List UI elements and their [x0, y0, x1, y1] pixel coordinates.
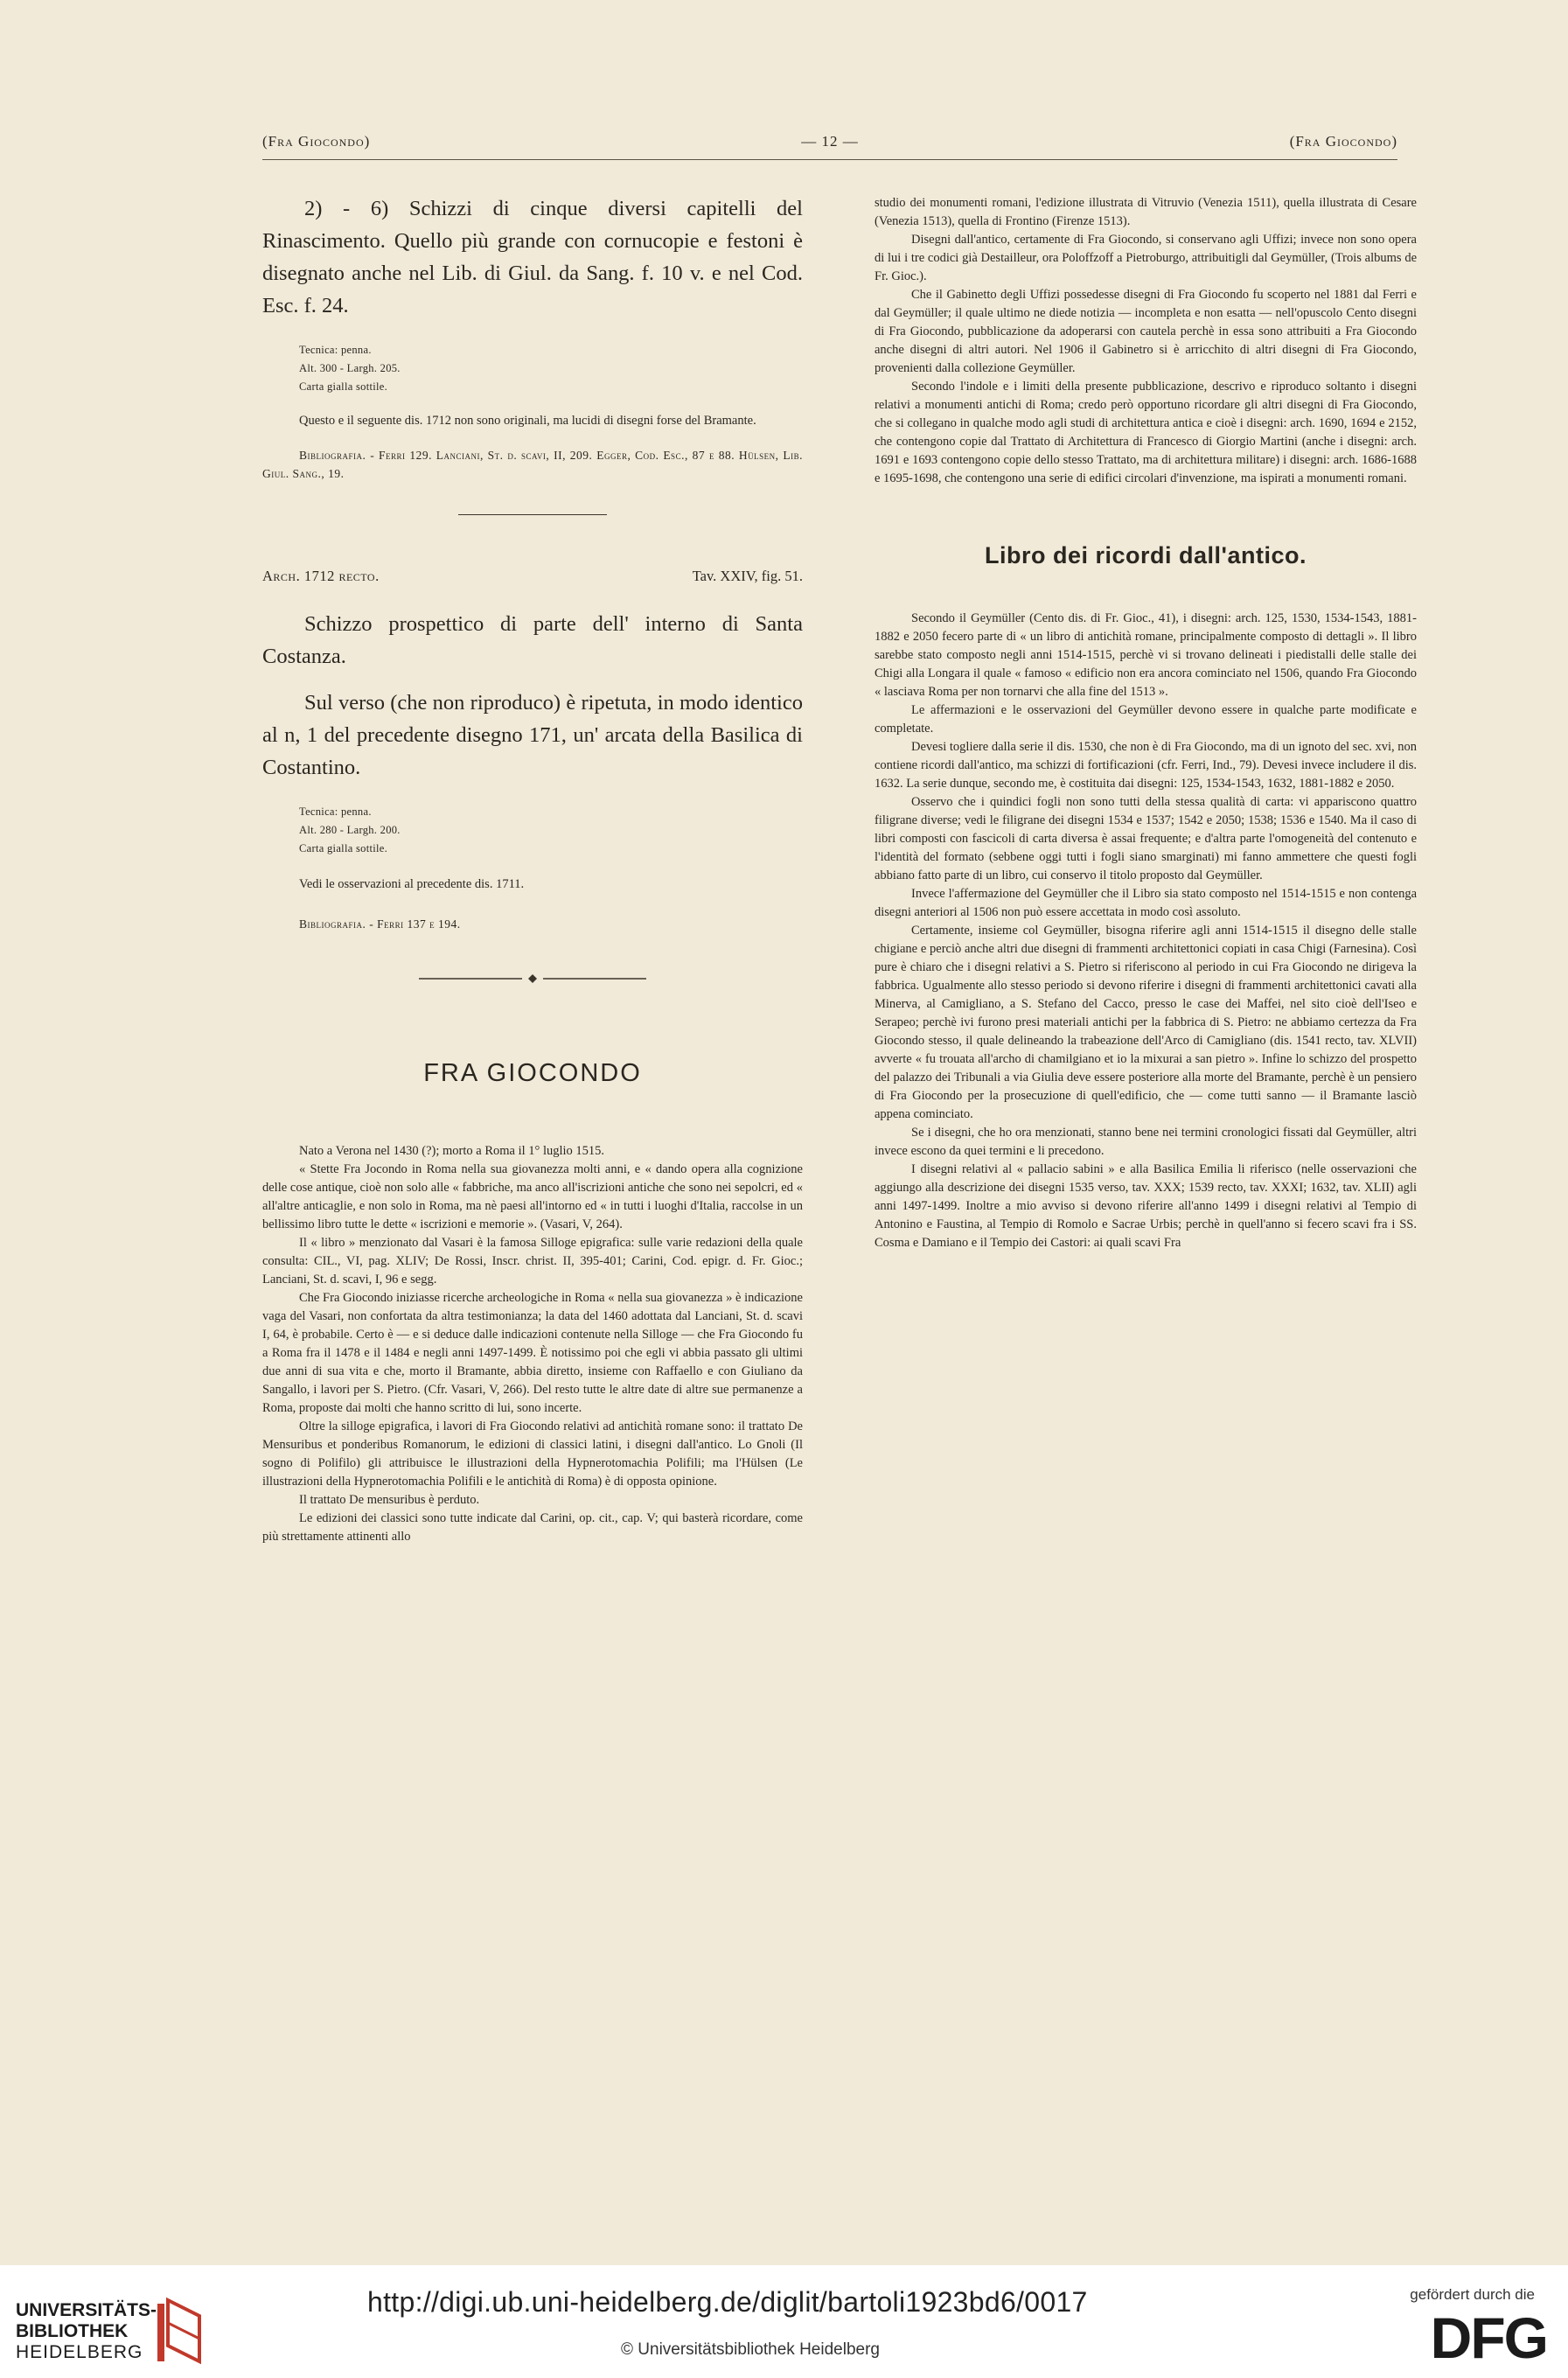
running-header	[262, 129, 1397, 160]
entry-description: 2) - 6) Schizzi di cinque diversi capitelli del Rinascimento. Quello più grande con cornucopie e festoni è disegnato anche nel Lib. di Giul. da Sang. f. 10 v. e nel Cod. Esc. f. 24.	[262, 197, 803, 317]
body-paragraph: I disegni relativi al « pallacio sabini » e alla Basilica Emilia li riferisco (nelle osservazioni che aggiungo alla descrizione dei disegni 1535 verso, tav. XXX; 1539 recto, tav. XXXI; 1632, tav. XLII) agli anni 1497-1499. Inoltre a mio avviso si devono riferire all'anno 1499 i disegni relativi al Tempio di Antonino e Faustina, al Tempio di Romolo e Sacrae Urbis; perchè in quell'anno si fecero scavi fra i SS. Cosma e Damiano e il Tempio dei Castori: ai quali scavi Fra	[875, 1162, 1417, 1250]
entry-description: Schizzo prospettico di parte dell' interno di Santa Costanza.	[262, 612, 803, 668]
body-paragraph: Le affermazioni e le osservazioni del Geymüller devono essere in qualche parte modificate e completate.	[875, 703, 1417, 736]
vasari-quote: « Stette Fra Jocondo in Roma nella sua giovanezza molti anni, e « dando opera alla cognizione delle cose antique, cioè non solo alle « fabbriche, ma anco all'iscrizioni antiche che sono nei sepolcri, ed « all'altre anticaglie, e non solo in Roma, ma nè paesi all'intorno ed « in tutti i luoghi d'Italia, raccolse in un bellissimo libro tutte le dette « iscrizioni e memorie ». (Vasari, V, 264).	[262, 1162, 803, 1231]
body-paragraph: Che Fra Giocondo iniziasse ricerche archeologiche in Roma « nella sua giovanezza » è indicazione vaga del Vasari, non confortata da altra testimonianza; la data del 1460 adottata dal Lanciani, St. d. scavi I, 64, è probabile. Certo è — e si deduce dalle indicazioni contenute nella Silloge — che Fra Giocondo fu a Roma fra il 1478 e il 1484 e negli anni 1497-1499. È notissimo poi che egli vi abbia passato gli ultimi due anni di sua vita e che, morto il Bramante, abbia diretto, insieme con Raffaello e con Giuliano da Sangallo, i lavori per S. Pietro. (Cfr. Vasari, V, 266). Del resto tutte le altre date di altre sue permanenze a Roma, proposte dai molti che hanno scritto di lui, sono incerte.	[262, 1291, 803, 1415]
technique-line: Tecnica: penna.	[299, 805, 372, 818]
library-logo-icon	[156, 2297, 205, 2365]
body-paragraph: Osservo che i quindici fogli non sono tutti della stessa qualità di carta: vi appariscono quattro filigrane diverse; vedi le filigrane dei disegni 1534 e 1537; 1542 e 2050; 1538; 1536 e 1540. Ma il caso di libri composti con fascicoli di carta diversa è assai frequente; e d'altra parte l'omogeneità del contenuto e l'identità del formato (sebbene oggi tutti i fogli siano smarginati) mi fanno ammettere che questi fogli abbiano fatto parte di un libro, cui conservo il titolo proposto dal Geymüller.	[875, 795, 1417, 882]
library-logo-text	[16, 2300, 157, 2363]
paper-line: Carta gialla sottile.	[299, 380, 388, 393]
bibliography: Bibliografia. - Ferri 129. Lanciani, St. d. scavi, II, 209. Egger, Cod. Esc., 87 e 88. Hülsen, Lib. Giul. Sang., 19.	[262, 449, 803, 480]
body-paragraph: studio dei monumenti romani, l'edizione illustrata di Vitruvio (Venezia 1511), quella illustrata di Cesare (Venezia 1513), quella di Frontino (Firenze 1513).	[875, 196, 1417, 228]
dfg-logo: DFG	[1430, 2305, 1547, 2370]
entry-number: Arch. 1712 recto.	[262, 568, 380, 584]
permalink-url[interactable]: http://digi.ub.uni-heidelberg.de/diglit/bartoli1923bd6/0017	[367, 2286, 1088, 2318]
note-paragraph: Questo e il seguente dis. 1712 non sono originali, ma lucidi di disegni forse del Bramante.	[299, 414, 756, 428]
body-paragraph: Certamente, insieme col Geymüller, bisogna riferire agli anni 1514-1515 il disegno delle stalle chigiane e perciò anche altri due disegni di frammenti architettonici copiati in casa Chigi (Farnesina). Così pure è chiaro che i disegni relativi a S. Pietro si riferiscono al periodo in cui Fra Giocondo ne dirigeva la fabbrica. Ugualmente allo stesso periodo si devono riferire i disegni di frammenti architettonici cavati alla Minerva, al Camigliano, a S. Stefano del Cacco, presso le case dei Maffei, nel sito cioè dell'Iseo e Serapeo; perchè ivi furono presi materiali antichi per la fabbrica di S. Pietro: ne abbiamo certezza da Fra Giocondo stesso, il quale delineando la trabeazione dell'Arco di Camigliano (dis. 1541 recto, tav. XLVII) avverte « fu trouata all'archo di chamilgiano et io la mixurai a san pietro ». Infine lo schizzo del prospetto del palazzo dei Tribunali a via Giulia deve essere posteriore alla morte del Bramante, perchè è un pensiero di Fra Giocondo per la prosecuzione di quell'edificio, che — come tutti sanno — il Bramante lasciò appena cominciato.	[875, 924, 1417, 1121]
body-paragraph: Il trattato De mensuribus è perduto.	[299, 1493, 480, 1507]
body-paragraph: Devesi togliere dalla serie il dis. 1530, che non è di Fra Giocondo, ma di un ignoto del sec. xvi, non contiene ricordi dall'antico, ma schizzi di fortificazioni (cfr. Ferri, Ind., 79). Devesi invece includere il dis. 1632. La serie dunque, secondo me, è costituita dai disegni: 125, 1534-1543, 1632, 1881-1882 e 2050.	[875, 740, 1417, 791]
footer-bar	[0, 2265, 1568, 2378]
header-left: (Fra Giocondo)	[262, 133, 371, 150]
logo-line: BIBLIOTHEK	[16, 2321, 129, 2341]
dimensions-line: Alt. 300 - Largh. 205.	[299, 362, 401, 374]
note-paragraph: Vedi le osservazioni al precedente dis. 1711.	[299, 877, 525, 891]
body-paragraph: Le edizioni dei classici sono tutte indicate dal Carini, op. cit., cap. V; qui basterà ricordare, come più strettamente attinenti allo	[262, 1511, 803, 1544]
section-title: Libro dei ricordi dall'antico.	[985, 542, 1307, 568]
right-column	[875, 194, 1417, 1252]
ornamental-divider	[419, 973, 646, 984]
entry-heading	[262, 568, 803, 590]
body-paragraph: Oltre la silloge epigrafica, i lavori di Fra Giocondo relativi ad antichità romane sono: il trattato De Mensuribus et ponderibus Romanorum, le edizioni di classici latini, i disegni dall'antico. Lo Gnoli (Il sogno di Polifilo) gli attribuisce le illustrazioni della Hypnerotomachia Polifili; ma l'Hülsen (Le illustrazioni della Hypnerotomachia Polifili e le antichità di Roma) è di opposta opinione.	[262, 1419, 803, 1489]
funding-label: gefördert durch die	[1410, 2286, 1535, 2303]
body-paragraph: Il « libro » menzionato dal Vasari è la famosa Silloge epigrafica: sulle varie redazioni della quale consulta: CIL., VI, pag. XLIV; De Rossi, Inscr. christ. II, 395-401; Carini, Cod. epigr. d. Fr. Gioc.; Lanciani, St. d. scavi, I, 96 e segg.	[262, 1236, 803, 1287]
left-column	[262, 192, 803, 1546]
logo-line: HEIDELBERG	[16, 2342, 143, 2362]
technique-line: Tecnica: penna.	[299, 344, 372, 356]
body-paragraph: Invece l'affermazione del Geymüller che il Libro sia stato composto nel 1514-1515 e non contenga disegni anteriori al 1506 non può essere accettata in modo così assoluto.	[875, 887, 1417, 919]
plate-reference: Tav. XXIV, fig. 51.	[692, 568, 803, 584]
body-paragraph: Secondo il Geymüller (Cento dis. di Fr. Gioc., 41), i disegni: arch. 125, 1530, 1534-1543, 1881-1882 e 2050 fecero parte di « un libro di antichità romane, principalmente composto di dettagli ». Il libro sarebbe stato composto negli anni 1514-1515, perchè vi si trovano delineati i piedistalli delle stalle dei Chigi alla Longara il quale « famoso « edificio non era ancora cominciato nel 1506, quando Fra Giocondo « lasciava Roma per non tornarvi che alla fine del 1513 ».	[875, 611, 1417, 699]
copyright-notice: © Universitätsbibliothek Heidelberg	[621, 2340, 880, 2359]
dimensions-line: Alt. 280 - Largh. 200.	[299, 824, 401, 836]
logo-line: UNIVERSITÄTS-	[16, 2300, 157, 2320]
body-paragraph: Che il Gabinetto degli Uffizi possedesse disegni di Fra Giocondo fu scoperto nel 1881 dal Ferri e dal Geymüller; il quale ultimo ne diede notizia — incompleta e non esatta — nell'opuscolo Cento disegni di Fra Giocondo, pubblicazione da adoperarsi con cautela perchè in essa sono attribuiti a Fra Giocondo anche disegni di altri autori. Nel 1906 il Gabinetro si è arricchito di altri disegni di Fra Giocondo, provenienti dalla collezione Geymüller.	[875, 288, 1417, 375]
page-number: — 12 —	[801, 133, 859, 150]
body-paragraph: Se i disegni, che ho ora menzionati, stanno bene nei termini cronologici fissati dal Geymüller, altri invece escono da quei termini e li precedono.	[875, 1126, 1417, 1158]
paper-line: Carta gialla sottile.	[299, 842, 388, 854]
body-paragraph: Secondo l'indole e i limiti della presente pubblicazione, descrivo e riproduco soltanto i disegni relativi a monumenti antichi di Roma; credo però opportuno ricordare gli altri disegni di Fra Giocondo, che si collegano in qualche modo agli studi di architettura antica e cioè i disegni: arch. 1690, 1694 e 2152, che contengono copie dal Trattato di Architettura di Francesco di Giorgio Martini (anche i disegni: arch. 1691 e 1693 contengono copie dello stesso Trattato, ma di architettura militare) i disegni: arch. 1686-1688 e 1695-1698, che contengono una serie di edifici circolari d'invenzione, ma ispirati a monumenti romani.	[875, 380, 1417, 485]
header-right: (Fra Giocondo)	[1289, 133, 1397, 150]
body-paragraph: Disegni dall'antico, certamente di Fra Giocondo, si conservano agli Uffizi; invece non sono opera di lui i tre codici già Destailleur, ora Poloffzoff a Pietroburgo, attribuitigli dal Geymüller, (Trois albums de Fr. Gioc.).	[875, 233, 1417, 283]
biography-dates: Nato a Verona nel 1430 (?); morto a Roma il 1° luglio 1515.	[299, 1144, 605, 1158]
section-title: FRA GIOCONDO	[423, 1059, 642, 1087]
verso-description: Sul verso (che non riproduco) è ripetuta, in modo identico al n, 1 del precedente disegno 171, un' arcata della Basilica di Costantino.	[262, 691, 803, 779]
bibliography: Bibliografia. - Ferri 137 e 194.	[299, 917, 461, 931]
